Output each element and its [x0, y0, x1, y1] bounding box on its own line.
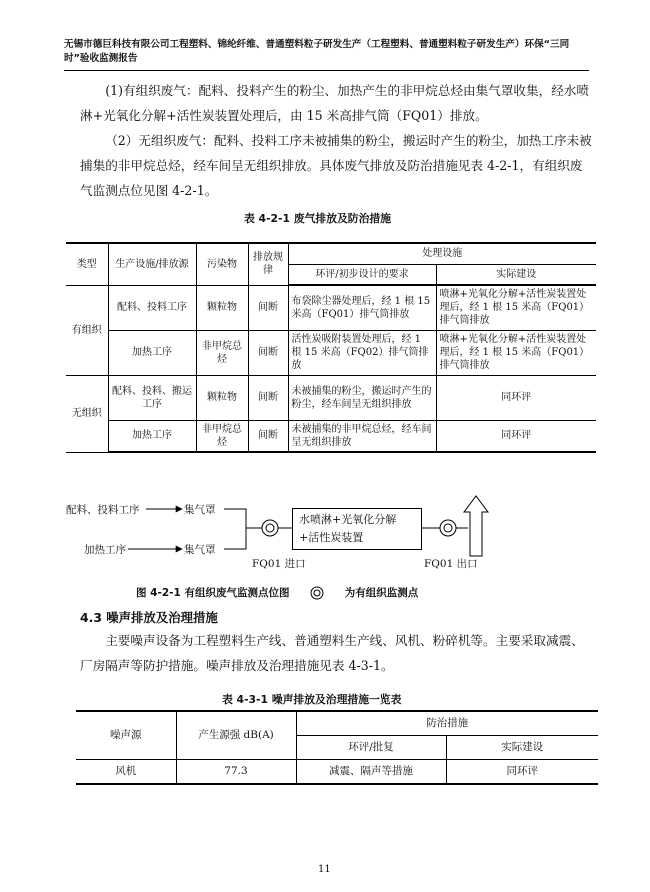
table-row — [66, 420, 596, 452]
pattern-cell: 间断 — [248, 330, 288, 375]
source-cell: 配料、投料、搬运工序 — [108, 375, 196, 420]
pattern-cell: 间断 — [248, 375, 288, 420]
hood-label-2: 集气罩 — [184, 544, 216, 556]
hood-label-1: 集气罩 — [184, 504, 216, 516]
actual-cell: 喷淋+光氧化分解+活性炭装置处理后，经 1 根 15 米高（FQ01）排气筒排放 — [436, 285, 596, 330]
eia-cell: 未被捕集的非甲烷总烃，经车间呈无组织排放 — [288, 420, 436, 452]
header-eia: 环评/批复 — [296, 735, 446, 759]
pattern-cell: 间断 — [248, 285, 288, 330]
actual-cell: 同环评 — [436, 420, 596, 452]
header-noise-source: 噪声源 — [76, 711, 176, 759]
header-actual: 实际建设 — [436, 264, 596, 285]
pollutant-cell: 颗粒物 — [196, 375, 248, 420]
exhaust-stack-icon — [464, 496, 488, 556]
header-pattern: 排放规律 — [248, 243, 288, 285]
inlet-label: FQ01 进口 — [252, 558, 306, 570]
header-treatment: 处理设施 — [288, 243, 596, 264]
noise-table — [76, 710, 598, 785]
outlet-label: FQ01 出口 — [424, 558, 478, 570]
page-number: 11 — [318, 864, 331, 875]
pollutant-cell: 颗粒物 — [196, 285, 248, 330]
paragraph-text: （2）无组织废气：配料、投料工序未被捕集的粉尘，搬运时产生的粉尘，加热工序未被捕集的非甲烷总烃，经车间呈无组织排放。具体废气排放及防治措施见表 4-2-1，有组织废气监测点位见图 4-2-1。 — [80, 133, 592, 198]
table-row — [66, 375, 596, 420]
paragraph-organized-gas — [80, 78, 595, 128]
table-row — [66, 285, 596, 330]
header-eia: 环评/初步设计的要求 — [288, 264, 436, 285]
header-actual: 实际建设 — [446, 735, 598, 759]
figure-4-2-1-caption — [136, 585, 418, 600]
pollutant-cell: 非甲烷总烃 — [196, 330, 248, 375]
hood-merge-line — [224, 509, 246, 549]
header-source: 生产设施/排放源 — [108, 243, 196, 285]
eia-cell: 减震、隔声等措施 — [296, 759, 446, 784]
paragraph-noise — [80, 628, 595, 678]
pattern-cell: 间断 — [248, 420, 288, 452]
table-row — [76, 759, 598, 784]
paragraph-fugitive-gas — [80, 128, 595, 203]
section-4-3-title: 4.3 噪声排放及治理措施 — [80, 610, 218, 625]
header-divider — [64, 70, 589, 71]
actual-cell: 喷淋+光氧化分解+活性炭装置处理后，经 1 根 15 米高（FQ01）排气筒排放 — [436, 330, 596, 375]
table-4-3-1-caption: 表 4-3-1 噪声排放及治理措施一览表 — [222, 693, 402, 706]
monitoring-point-legend-icon — [307, 586, 327, 600]
actual-cell: 同环评 — [446, 759, 598, 784]
figure-legend-text: 为有组织监测点 — [344, 587, 419, 599]
header-type: 类型 — [66, 243, 108, 285]
source-cell: 加热工序 — [108, 330, 196, 375]
source-label-heating: 加热工序 — [84, 544, 126, 556]
eia-cell: 未被捕集的粉尘，搬运时产生的粉尘，经车间呈无组织排放 — [288, 375, 436, 420]
type-cell: 无组织 — [66, 375, 108, 452]
paragraph-text: (1)有组织废气：配料、投料产生的粉尘、加热产生的非甲烷总烃由集气罩收集，经水喷淋+光氧化分解+活性炭装置处理后，由 15 米高排气筒（FQ01）排放。 — [80, 83, 589, 123]
type-cell: 有组织 — [66, 285, 108, 375]
eia-cell: 布袋除尘器处理后，经 1 根 15 米高（FQ01）排气筒排放 — [288, 285, 436, 330]
source-cell: 加热工序 — [108, 420, 196, 452]
intensity-cell: 77.3 — [176, 759, 296, 784]
source-cell: 配料、投料工序 — [108, 285, 196, 330]
header-measures: 防治措施 — [296, 711, 598, 735]
noise-source-cell: 风机 — [76, 759, 176, 784]
pollutant-cell: 非甲烷总烃 — [196, 420, 248, 452]
outlet-monitoring-point-icon — [440, 520, 456, 536]
monitoring-flow-diagram — [66, 488, 596, 570]
eia-cell: 活性炭吸附装置处理后，经 1 根 15 米高（FQ02）排气筒排放 — [288, 330, 436, 375]
source-label-mixing: 配料、投料工序 — [66, 504, 140, 516]
header-intensity: 产生源强 dB(A) — [176, 711, 296, 759]
paragraph-text: 主要噪声设备为工程塑料生产线、普通塑料生产线、风机、粉碎机等。主要采取减震、厂房隔声等防护措施。噪声排放及治理措施见表 4-3-1。 — [80, 633, 584, 673]
table-4-2-1-caption: 表 4-2-1 废气排放及防治措施 — [244, 212, 391, 225]
table-row — [66, 330, 596, 375]
gas-emission-table — [66, 242, 596, 453]
inlet-monitoring-point-icon — [262, 520, 278, 536]
header-pollutant: 污染物 — [196, 243, 248, 285]
treatment-device-box: 水喷淋+光氧化分解+活性炭装置 — [292, 508, 422, 550]
actual-cell: 同环评 — [436, 375, 596, 420]
report-header: 无锡市德巨科技有限公司工程塑料、锦纶纤维、普通塑料粒子研发生产（工程塑料、普通塑料粒子研发生产）环保“三同时”验收监测报告 — [64, 39, 570, 64]
figure-caption-text: 图 4-2-1 有组织废气监测点位图 — [136, 587, 290, 599]
